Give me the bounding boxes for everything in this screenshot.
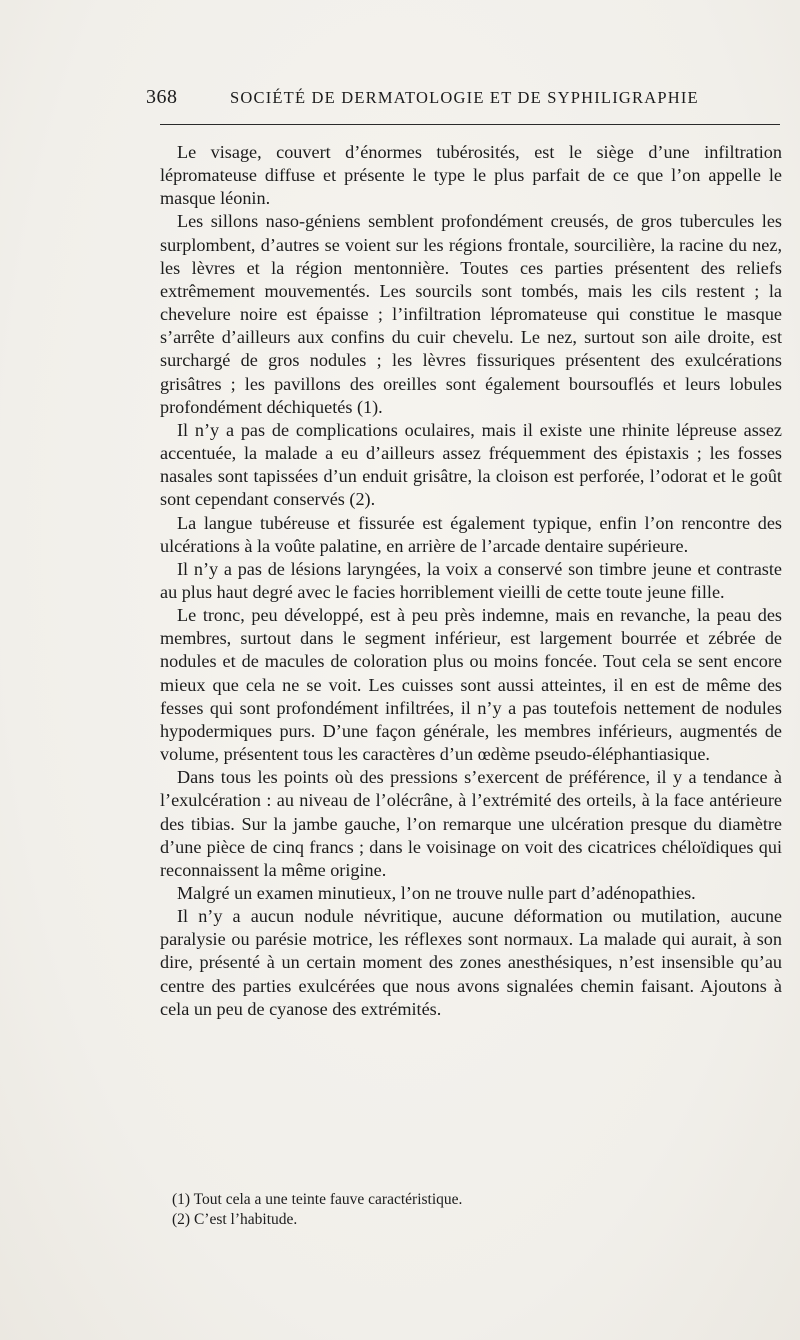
paragraph: Il n’y a pas de complications oculaires, mais il existe une rhinite lépreuse assez accentuée, la malade a eu d’ailleurs assez fréquemment des épistaxis ; les fosses nasales sont tapissées d’un enduit grisâtre, la cloison est perforée, l’odorat et le goût sont cependant conservés (2).	[160, 419, 782, 510]
page-number: 368	[146, 86, 178, 108]
page-header	[146, 86, 784, 110]
paragraph: Il n’y a aucun nodule névritique, aucune déformation ou mutilation, aucune paralysie ou parésie motrice, les réflexes sont normaux. La malade qui aurait, à son dire, présenté à un certain moment des zones anesthésiques, n’est insensible qu’au centre des parties exulcérées que nous avons signalées chemin faisant. Ajoutons à cela un peu de cyanose des extrémités.	[160, 906, 782, 1019]
body-text	[160, 141, 782, 1021]
footnote: (2) C’est l’habitude.	[172, 1211, 298, 1228]
paragraph: Malgré un examen minutieux, l’on ne trouve nulle part d’adénopathies.	[177, 883, 696, 903]
footnote: (1) Tout cela a une teinte fauve caractéristique.	[172, 1191, 463, 1208]
paragraph: Le tronc, peu développé, est à peu près indemne, mais en revanche, la peau des membres, surtout dans le segment inférieur, est largement bourrée et zébrée de nodules et de macules de coloration plus ou moins foncée. Tout cela se sent encore mieux que cela ne se voit. Les cuisses sont aussi atteintes, il en est de même des fesses qui sont profondément infiltrées, il n’y a pas toutefois nettement de nodules hypodermiques purs. D’une façon générale, les membres inférieurs, augmentés de volume, présentent tous les caractères d’un œdème pseudo-éléphantiasique.	[160, 605, 782, 765]
header-rule	[160, 124, 780, 125]
paragraph: La langue tubéreuse et fissurée est également typique, enfin l’on rencontre des ulcérations à la voûte palatine, en arrière de l’arcade dentaire supérieure.	[160, 512, 782, 556]
paragraph: Dans tous les points où des pressions s’exercent de préférence, il y a tendance à l’exulcération : au niveau de l’olécrâne, à l’extrémité des orteils, à la face antérieure des tibias. Sur la jambe gauche, l’on remarque une ulcération presque du diamètre d’une pièce de cinq francs ; dans le voisinage on voit des cicatrices chéloïdiques qui reconnaissent la même origine.	[160, 767, 782, 880]
footnotes	[172, 1190, 732, 1230]
paragraph: Il n’y a pas de lésions laryngées, la voix a conservé son timbre jeune et contraste au plus haut degré avec le facies horriblement vieilli de cette toute jeune fille.	[160, 558, 782, 602]
paragraph: Les sillons naso-géniens semblent profondément creusés, de gros tubercules les surplombent, d’autres se voient sur les régions frontale, sourcilière, la racine du nez, les lèvres et la région mentonnière. Toutes ces parties présentent des reliefs extrêmement mouvementés. Les sourcils sont tombés, mais les cils restent ; la chevelure noire est épaisse ; l’infiltration lépromateuse qui constitue le masque s’arrête d’ailleurs aux confins du cuir chevelu. Le nez, surtout son aile droite, est surchargé de gros nodules ; les lèvres fissuriques présentent des exulcérations grisâtres ; les pavillons des oreilles sont également boursouflés et leurs lobules profondément déchiquetés (1).	[160, 211, 782, 417]
paragraph: Le visage, couvert d’énormes tubérosités, est le siège d’une infiltration lépromateuse diffuse et présente le type le plus parfait de ce que l’on appelle le masque léonin.	[160, 142, 782, 209]
running-title: SOCIÉTÉ DE DERMATOLOGIE ET DE SYPHILIGRAPHIE	[230, 88, 699, 107]
